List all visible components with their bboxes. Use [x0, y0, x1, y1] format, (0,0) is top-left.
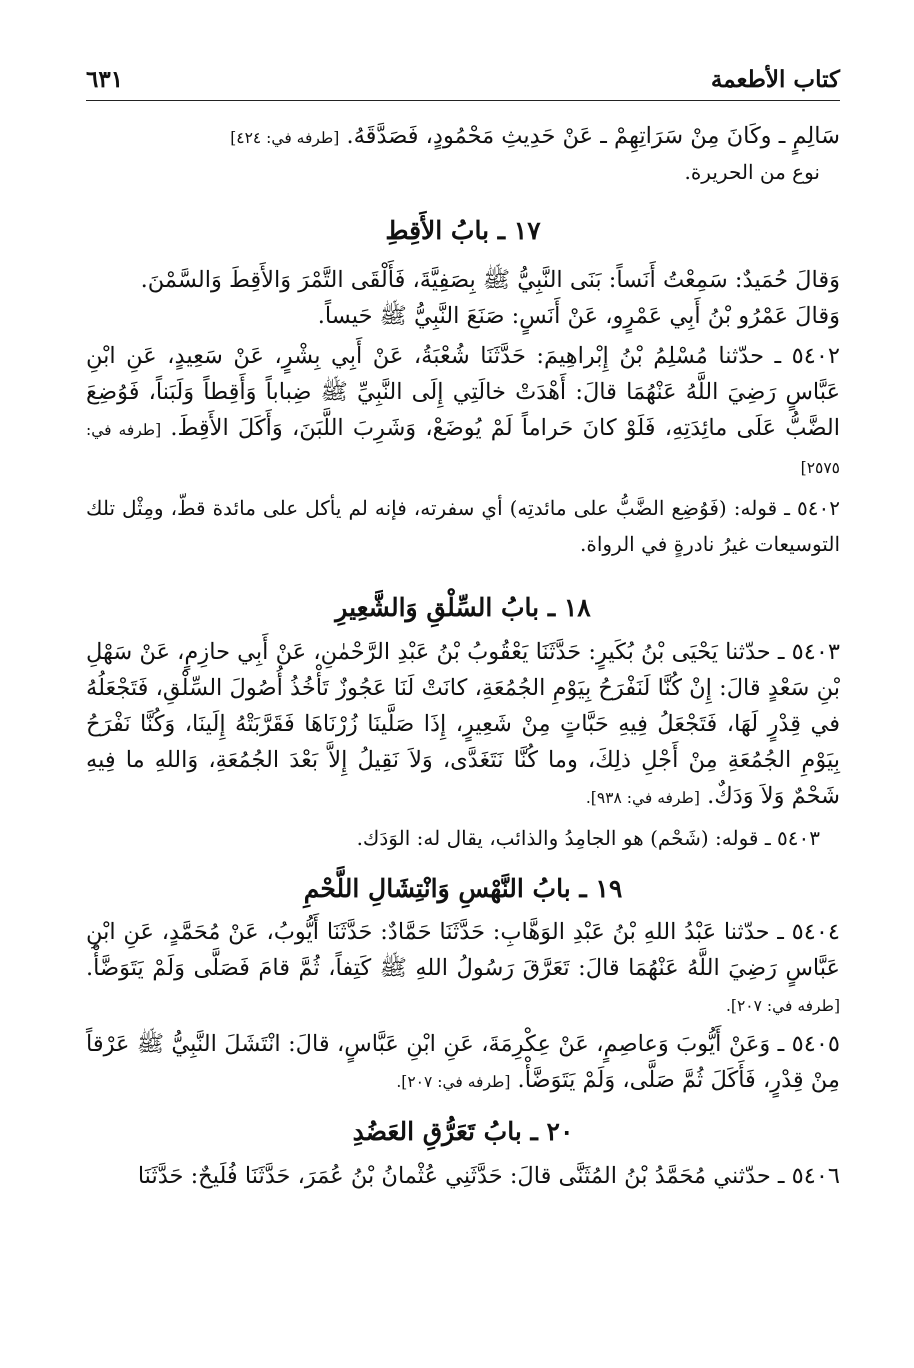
- chapter-heading-17: ١٧ ـ بابُ الأَقِطِ: [385, 216, 541, 245]
- hadith-5402: ٥٤٠٢ ـ حدّثنا مُسْلِمُ بْنُ إِبْراهِيمَ: حَدَّثَنَا شُعْبَةُ، عَنْ أَبِي بِشْرٍ، عَنْ سَعِيدٍ، عَنِ ابْنِ عَبَّاسٍ رَضِيَ اللَّهُ عَنْهُمَا قالَ: أَهْدَتْ خالَتِي إِلَى النَّبِيِّ ﷺ ضِباباً وَأَقِطاً وَلَبَناً، فَوُضِعَ الضَّبُّ عَلَى مائِدَتِهِ، فَلَوْ كانَ حَراماً لَمْ يُوضَعْ، وَشَرِبَ اللَّبَنَ، وَأَكَلَ الأَقِطَ. [طرفه في: ٢٥٧٥]: [86, 343, 840, 477]
- hadith-5404: ٥٤٠٤ ـ حدّثنا عَبْدُ اللهِ بْنُ عَبْدِ الوَهَّابِ: حَدَّثَنَا حَمَّادٌ: حَدَّثَنَا أَيُّوبُ، عَنْ مُحَمَّدٍ، عَنِ ابْنِ عَبَّاسٍ رَضِيَ اللَّهُ عَنْهُمَا قالَ: تَعَرَّقَ رَسُولُ اللهِ ﷺ كَتِفاً، ثُمَّ قامَ فَصَلَّى وَلَمْ يَتَوَضَّأْ. [طرفه في: ٢٠٧].: [86, 919, 840, 1015]
- running-title: كتاب الأطعمة: [710, 66, 840, 93]
- narration-amr: وَقالَ عَمْرُو بْنُ أَبِي عَمْرٍو، عَنْ أَنَسٍ: صَنَعَ النَّبِيُّ ﷺ حَيساً.: [317, 303, 840, 329]
- chapter-heading-18: ١٨ ـ بابُ السِّلْقِ وَالشَّعِيرِ: [335, 593, 591, 622]
- cross-reference: [طرفه في: ٤٢٤]: [230, 129, 340, 147]
- hadith-continuation: سَالِمٍ ـ وكَانَ مِنْ سَرَاتِهِمْ ـ عَنْ حَدِيثِ مَحْمُودٍ، فَصَدَّقَهُ. [طرفه في: ٤٢٤]: [230, 123, 840, 149]
- page-number: ٦٣١: [86, 66, 124, 93]
- hadith-5406: ٥٤٠٦ ـ حدّثني مُحَمَّدُ بْنُ المُثَنَّى قالَ: حَدَّثَنِي عُثْمانُ بْنُ عُمَرَ، حَدَّثَنَا فُلَيحٌ: حَدَّثَنَا: [137, 1163, 840, 1189]
- narration-humaid: وَقالَ حُمَيدٌ: سَمِعْتُ أَنَساً: بَنَى النَّبِيُّ ﷺ بِصَفِيَّةَ، فَأَلْقَى التَّمْرَ وَالأَقِطَ وَالسَّمْنَ.: [140, 267, 840, 293]
- chapter-heading-19: ١٩ ـ بابُ النَّهْسِ وَانْتِشَالِ اللَّحْمِ: [303, 874, 623, 903]
- chapter-heading-20: ٢٠ ـ بابُ تَعَرُّقِ العَضُدِ: [352, 1117, 574, 1146]
- commentary-5403: ٥٤٠٣ ـ قوله: (شَحْم) هو الجامِدُ والذائب، يقال له: الوَدَك.: [356, 826, 820, 850]
- hadith-5405: ٥٤٠٥ ـ وَعَنْ أَيُّوبَ وَعاصِمٍ، عَنْ عِكْرِمَةَ، عَنِ ابْنِ عَبَّاسٍ، قالَ: انْتَشَلَ النَّبِيُّ ﷺ عَرْقاً مِنْ قِدْرٍ، فَأَكَلَ ثُمَّ صَلَّى، وَلَمْ يَتَوَضَّأْ. [طرفه في: ٢٠٧].: [86, 1031, 840, 1093]
- cross-reference: [طرفه في: ٢٠٧].: [725, 997, 840, 1015]
- commentary-5402: ٥٤٠٢ ـ قوله: (فَوُضِع الضَّبُّ على مائدتِه) أي سفرته، فإنه لم يأكل على مائدة قطّ، ومِثْل تلك التوسيعات غيرُ نادرةٍ في الرواة.: [86, 496, 840, 556]
- page-body: [86, 118, 840, 1194]
- hadith-5403: ٥٤٠٣ ـ حدّثنا يَحْيَى بْنُ بُكَيرٍ: حَدَّثَنَا يَعْقُوبُ بْنُ عَبْدِ الرَّحْمٰنِ، عَنْ أَبِي حازِمٍ، عَنْ سَهْلِ بْنِ سَعْدٍ قالَ: إِنْ كُنَّا لَنَفْرَحُ بِيَوْمِ الجُمُعَةِ، كانَتْ لَنَا عَجُوزٌ تَأْخُذُ أُصُولَ السِّلْقِ، فَتَجْعَلُهُ في قِدْرٍ لَهَا، فَتَجْعَلُ فِيهِ حَبَّاتٍ مِنْ شَعِيرٍ، إِذَا صَلَّينَا زُرْنَاهَا فَقَرَّبَتْهُ إِلَينَا، وَكُنَّا نَفْرَحُ بِيَوْمِ الجُمُعَةِ مِنْ أَجْلِ ذلِكَ، وما كُنَّا نَتَغَدَّى، وَلاَ نَقِيلُ إِلاَّ بَعْدَ الجُمُعَةِ، وَاللهِ ما فِيهِ شَحْمٌ وَلاَ وَدَكٌ. [طرفه في: ٩٣٨].: [86, 639, 840, 809]
- cross-reference: [طرفه في: ٢٠٧].: [396, 1073, 511, 1091]
- cross-reference: [طرفه في: ٢٥٧٥]: [86, 421, 840, 477]
- page-header: [86, 60, 840, 101]
- cross-reference: [طرفه في: ٩٣٨].: [585, 789, 700, 807]
- commentary-note: نوع من الحريرة.: [684, 160, 820, 184]
